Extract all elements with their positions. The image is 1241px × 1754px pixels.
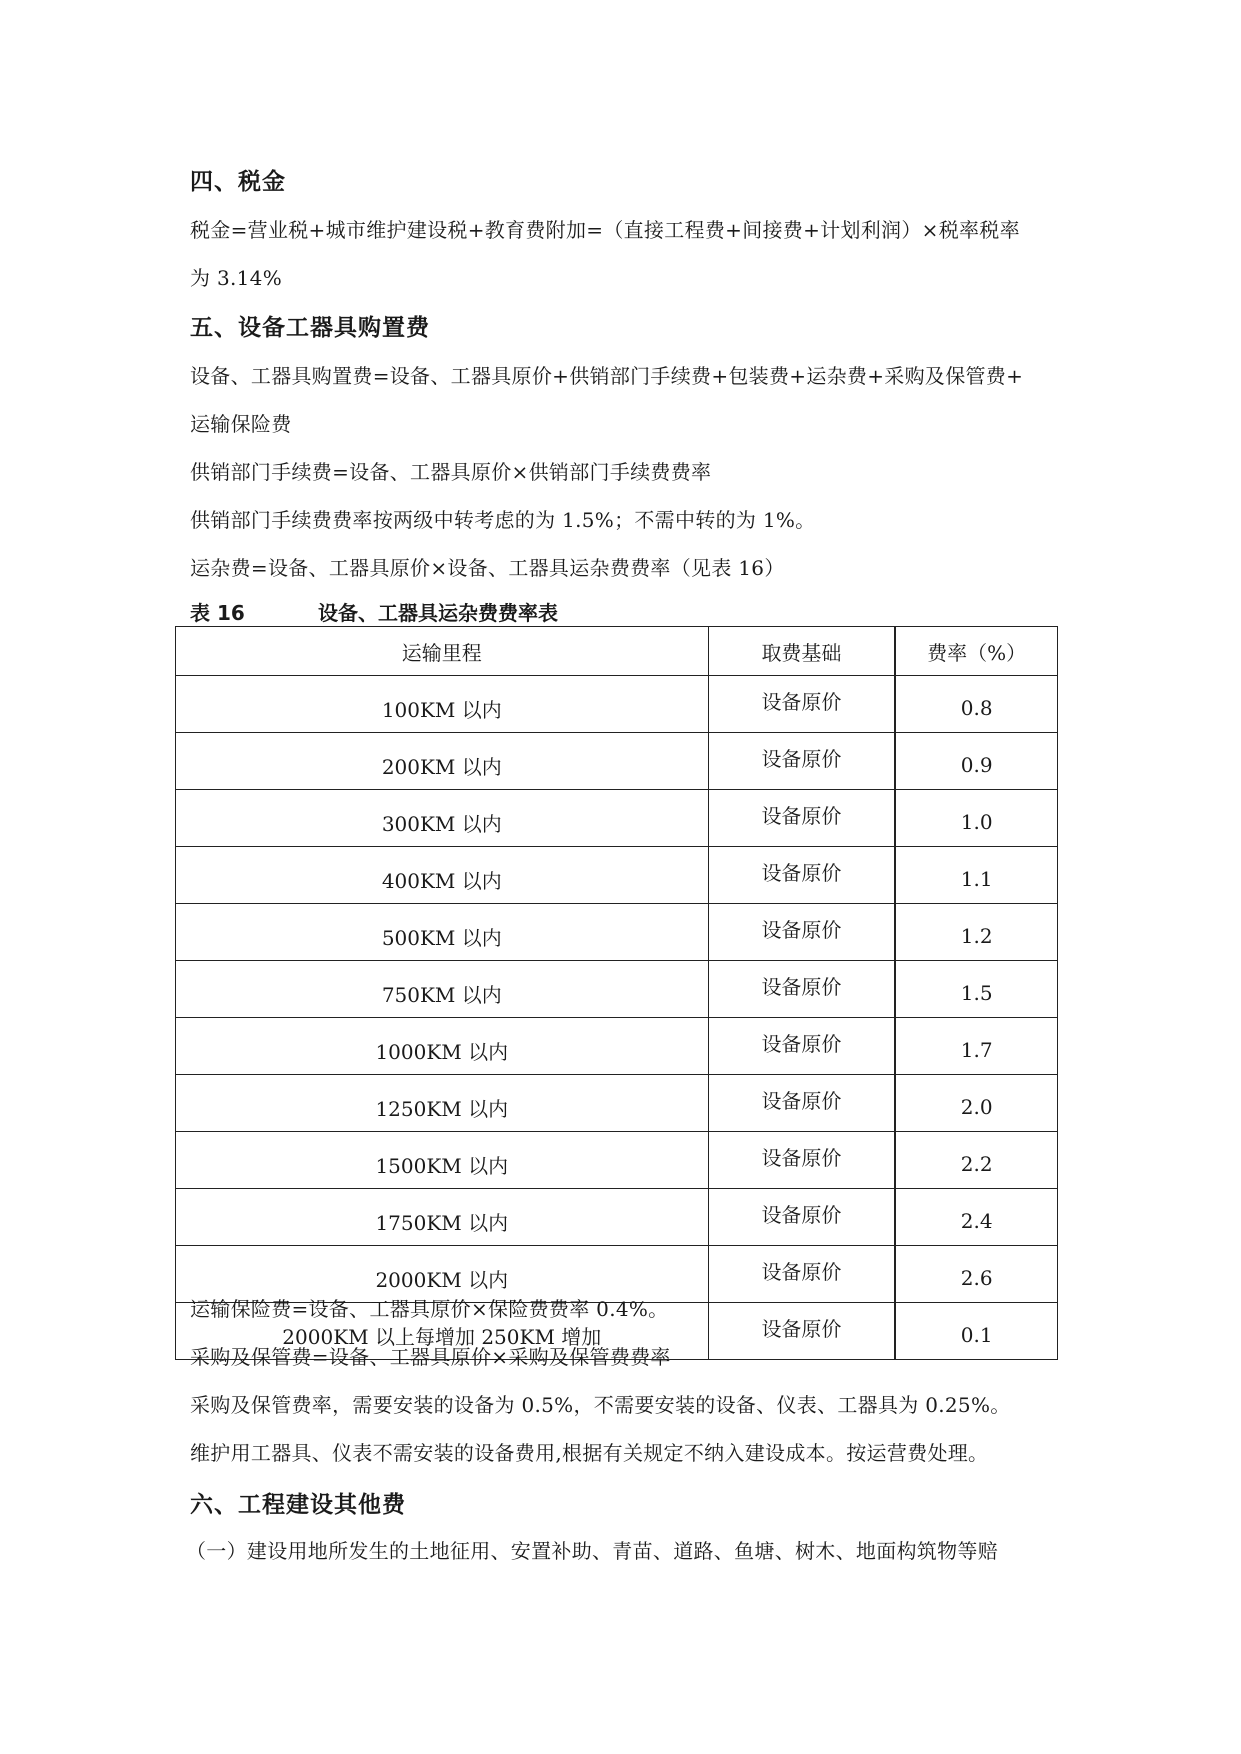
cell-distance: 400KM 以内	[176, 847, 709, 904]
cell-basis: 设备原价	[708, 790, 895, 847]
cell-basis: 设备原价	[708, 1075, 895, 1132]
table-row	[176, 904, 1058, 961]
section-5-heading: 五、设备工器具购置费	[190, 315, 430, 341]
table-row	[176, 1132, 1058, 1189]
freight-rate-table	[175, 626, 1058, 1360]
table-caption-number: 表 16	[190, 601, 245, 625]
insurance-fee-formula: 运输保险费=设备、工器具原价×保险费费率 0.4%。	[190, 1297, 669, 1321]
cell-distance: 1000KM 以内	[176, 1018, 709, 1075]
cell-distance: 750KM 以内	[176, 961, 709, 1018]
cell-rate: 1.7	[895, 1018, 1057, 1075]
cell-distance: 300KM 以内	[176, 790, 709, 847]
table-row	[176, 1075, 1058, 1132]
table-row	[176, 733, 1058, 790]
cell-basis: 设备原价	[708, 676, 895, 733]
cell-distance: 200KM 以内	[176, 733, 709, 790]
cell-distance: 1750KM 以内	[176, 1189, 709, 1246]
procurement-fee-rate-text: 采购及保管费率，需要安装的设备为 0.5%，不需要安装的设备、仪表、工器具为 0.25%。	[190, 1393, 1011, 1417]
cell-rate: 2.4	[895, 1189, 1057, 1246]
section-6-heading: 六、工程建设其他费	[190, 1492, 406, 1518]
maintenance-tools-note: 维护用工器具、仪表不需安装的设备费用,根据有关规定不纳入建设成本。按运营费处理。	[190, 1441, 989, 1465]
cell-rate: 2.0	[895, 1075, 1057, 1132]
land-use-compensation-line: （一）建设用地所发生的土地征用、安置补助、青苗、道路、鱼塘、树木、地面构筑物等赔	[186, 1539, 998, 1563]
table-row	[176, 847, 1058, 904]
table-row	[176, 790, 1058, 847]
cell-distance: 500KM 以内	[176, 904, 709, 961]
header-basis: 取费基础	[708, 627, 895, 676]
header-distance: 运输里程	[176, 627, 709, 676]
section-4-heading: 四、税金	[190, 169, 286, 195]
cell-basis: 设备原价	[708, 847, 895, 904]
supply-fee-rate-text: 供销部门手续费费率按两级中转考虑的为 1.5%；不需中转的为 1%。	[190, 508, 816, 532]
cell-rate: 0.8	[895, 676, 1057, 733]
cell-rate: 1.5	[895, 961, 1057, 1018]
header-rate: 费率（%）	[895, 627, 1057, 676]
equipment-formula-line-2: 运输保险费	[190, 412, 292, 436]
cell-basis: 设备原价	[708, 733, 895, 790]
tax-formula-line-2: 为 3.14%	[190, 266, 282, 290]
procurement-fee-formula: 采购及保管费=设备、工器具原价×采购及保管费费率	[190, 1345, 671, 1369]
cell-distance: 2000KM 以内	[176, 1246, 709, 1303]
cell-basis: 设备原价	[708, 904, 895, 961]
table-caption-title: 设备、工器具运杂费费率表	[318, 601, 558, 625]
cell-rate: 1.1	[895, 847, 1057, 904]
cell-rate: 1.0	[895, 790, 1057, 847]
cell-rate: 0.1	[895, 1303, 1057, 1360]
cell-distance: 100KM 以内	[176, 676, 709, 733]
tax-formula-line-1: 税金=营业税+城市维护建设税+教育费附加=（直接工程费+间接费+计划利润）×税率税率	[190, 218, 1020, 242]
cell-distance: 1250KM 以内	[176, 1075, 709, 1132]
cell-distance: 2000KM 以上每增加 250KM 增加	[176, 1303, 709, 1360]
cell-rate: 2.6	[895, 1246, 1057, 1303]
table-header-row	[176, 627, 1058, 676]
freight-fee-formula: 运杂费=设备、工器具原价×设备、工器具运杂费费率（见表 16）	[190, 556, 785, 580]
cell-basis: 设备原价	[708, 1303, 895, 1360]
table-row	[176, 676, 1058, 733]
table-row	[176, 1018, 1058, 1075]
cell-basis: 设备原价	[708, 961, 895, 1018]
cell-rate: 1.2	[895, 904, 1057, 961]
cell-rate: 2.2	[895, 1132, 1057, 1189]
table-row	[176, 961, 1058, 1018]
cell-rate: 0.9	[895, 733, 1057, 790]
supply-fee-formula: 供销部门手续费=设备、工器具原价×供销部门手续费费率	[190, 460, 712, 484]
cell-basis: 设备原价	[708, 1132, 895, 1189]
cell-basis: 设备原价	[708, 1189, 895, 1246]
equipment-formula-line-1: 设备、工器具购置费=设备、工器具原价+供销部门手续费+包装费+运杂费+采购及保管费+	[190, 364, 1024, 388]
cell-basis: 设备原价	[708, 1018, 895, 1075]
cell-basis: 设备原价	[708, 1246, 895, 1303]
cell-distance: 1500KM 以内	[176, 1132, 709, 1189]
table-row	[176, 1189, 1058, 1246]
